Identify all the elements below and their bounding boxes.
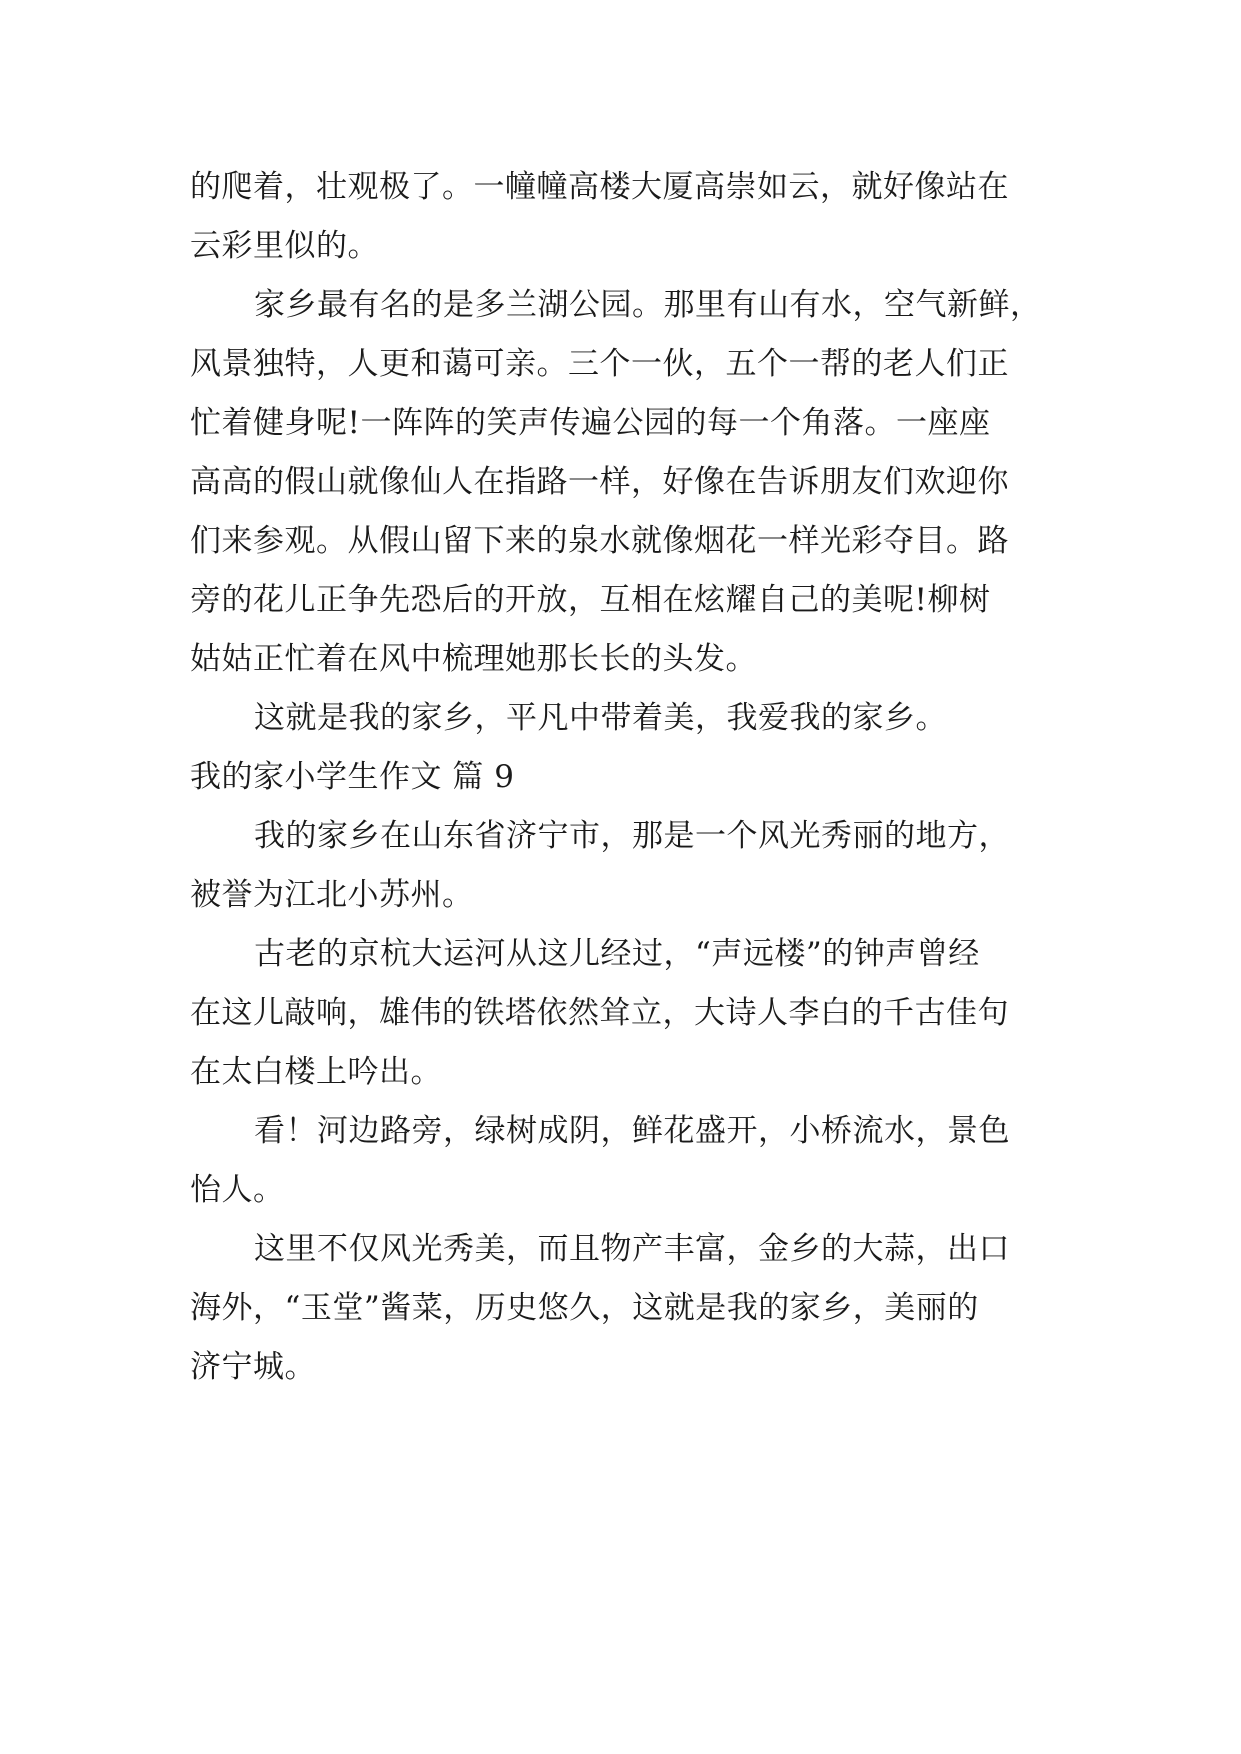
paragraph-line: 济宁城。 (190, 1349, 316, 1385)
paragraph-line: 风景独特，人更和蔼可亲。三个一伙，五个一帮的老人们正 (190, 346, 1009, 382)
paragraph-line: 被誉为江北小苏州。 (190, 877, 474, 913)
paragraph-line: 云彩里似的。 (190, 228, 379, 264)
paragraph-line: 古老的京杭大运河从这儿经过，“声远楼”的钟声曾经 (254, 936, 980, 972)
paragraph-line: 怡人。 (190, 1172, 285, 1208)
paragraph-line: 的爬着，壮观极了。一幢幢高楼大厦高崇如云，就好像站在 (190, 169, 1009, 205)
paragraph-line: 这里不仅风光秀美，而且物产丰富，金乡的大蒜，出口 (254, 1231, 1010, 1267)
section-heading: 我的家小学生作文 篇 9 (190, 759, 515, 795)
paragraph-line: 旁的花儿正争先恐后的开放，互相在炫耀自己的美呢!柳树 (190, 582, 991, 618)
paragraph-line: 这就是我的家乡，平凡中带着美，我爱我的家乡。 (254, 700, 947, 736)
paragraph-line: 海外，“玉堂”酱菜，历史悠久，这就是我的家乡，美丽的 (190, 1290, 979, 1326)
paragraph-line: 在这儿敲响，雄伟的铁塔依然耸立，大诗人李白的千古佳句 (190, 995, 1009, 1031)
paragraph-line: 们来参观。从假山留下来的泉水就像烟花一样光彩夺目。路 (190, 523, 1009, 559)
paragraph-line: 在太白楼上吟出。 (190, 1054, 442, 1090)
paragraph-line: 家乡最有名的是多兰湖公园。那里有山有水，空气新鲜， (254, 287, 1042, 323)
paragraph-line: 看！河边路旁，绿树成阴，鲜花盛开，小桥流水，景色 (254, 1113, 1010, 1149)
paragraph-line: 高高的假山就像仙人在指路一样，好像在告诉朋友们欢迎你 (190, 464, 1009, 500)
paragraph-line: 我的家乡在山东省济宁市，那是一个风光秀丽的地方， (254, 818, 1010, 854)
paragraph-line: 姑姑正忙着在风中梳理她那长长的头发。 (190, 641, 757, 677)
paragraph-line: 忙着健身呢!一阵阵的笑声传遍公园的每一个角落。一座座 (190, 405, 991, 441)
